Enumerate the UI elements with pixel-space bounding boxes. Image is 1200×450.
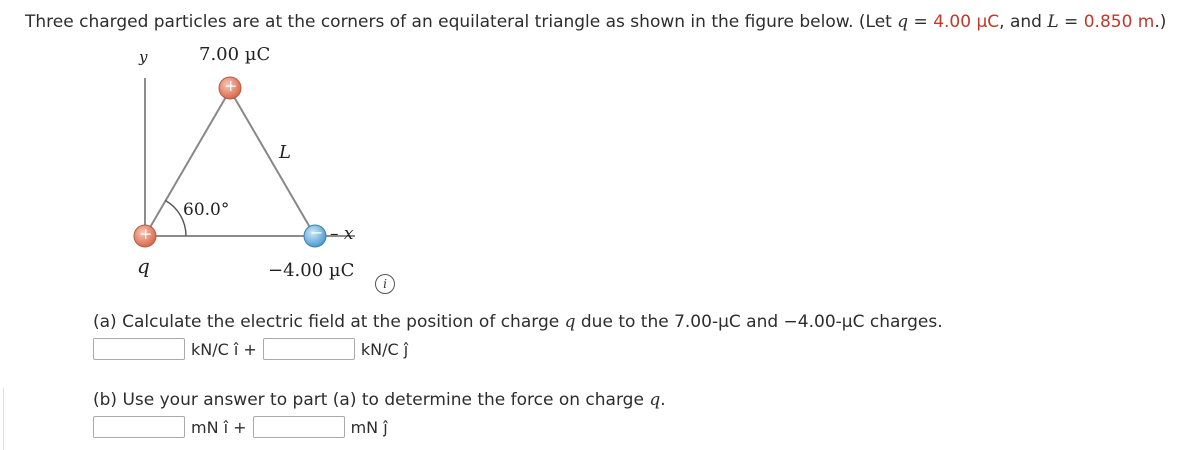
side-L-label: L <box>279 142 291 163</box>
q-symbol: q <box>649 390 661 410</box>
part-a-i-unit: kN/C î + <box>191 339 257 359</box>
angle-label: 60.0° <box>183 200 230 220</box>
plus-sign: + <box>139 224 153 243</box>
part-a-text-end: due to the 7.00-µC and −4.00-µC charges. <box>575 312 943 332</box>
part-b-text-end: . <box>660 390 666 410</box>
part-b-prompt <box>93 390 666 410</box>
equals: = <box>1058 12 1084 32</box>
triangle-figure <box>115 40 415 300</box>
L-value: 0.850 m <box>1083 12 1155 32</box>
figure-drawing <box>115 40 415 300</box>
top-charge-label: 7.00 µC <box>199 44 271 65</box>
end-text: .) <box>1154 12 1167 32</box>
q-value: 4.00 µC <box>933 12 1000 32</box>
part-b-j-input[interactable] <box>253 416 345 438</box>
part-b-i-input[interactable] <box>93 416 185 438</box>
x-axis-marker: – x <box>330 224 354 244</box>
minus-sign: − <box>310 223 324 242</box>
part-a-j-unit: kN/C ĵ <box>360 339 409 359</box>
problem-statement <box>25 12 1166 32</box>
part-a-answer-row <box>93 336 414 362</box>
part-a-i-input[interactable] <box>93 338 185 360</box>
equals: = <box>908 12 934 32</box>
part-b-j-unit: mN ĵ <box>350 417 388 437</box>
part-b-answer-row <box>93 414 394 440</box>
part-a-prompt <box>93 312 943 332</box>
problem-text: Three charged particles are at the corners of an equilateral triangle as shown in the figure below. (Let <box>25 12 898 32</box>
right-charge-label: −4.00 µC <box>268 260 355 281</box>
triangle-side-right <box>230 90 315 236</box>
x-axis-label: x <box>343 224 354 244</box>
part-a-j-input[interactable] <box>263 338 355 360</box>
part-a-text: (a) Calculate the electric field at the position of charge <box>93 312 565 332</box>
q-symbol: q <box>897 12 909 32</box>
and-text: , and <box>999 12 1048 32</box>
q-symbol: q <box>564 312 576 332</box>
info-icon[interactable]: i <box>375 274 395 294</box>
L-symbol: L <box>1047 12 1059 32</box>
y-axis-label: y <box>139 48 148 66</box>
left-divider <box>3 388 4 450</box>
plus-sign: + <box>224 76 238 95</box>
part-b-i-unit: mN î + <box>191 417 247 437</box>
part-b-text: (b) Use your answer to part (a) to determine the force on charge <box>93 390 650 410</box>
left-charge-label: q <box>137 254 150 278</box>
